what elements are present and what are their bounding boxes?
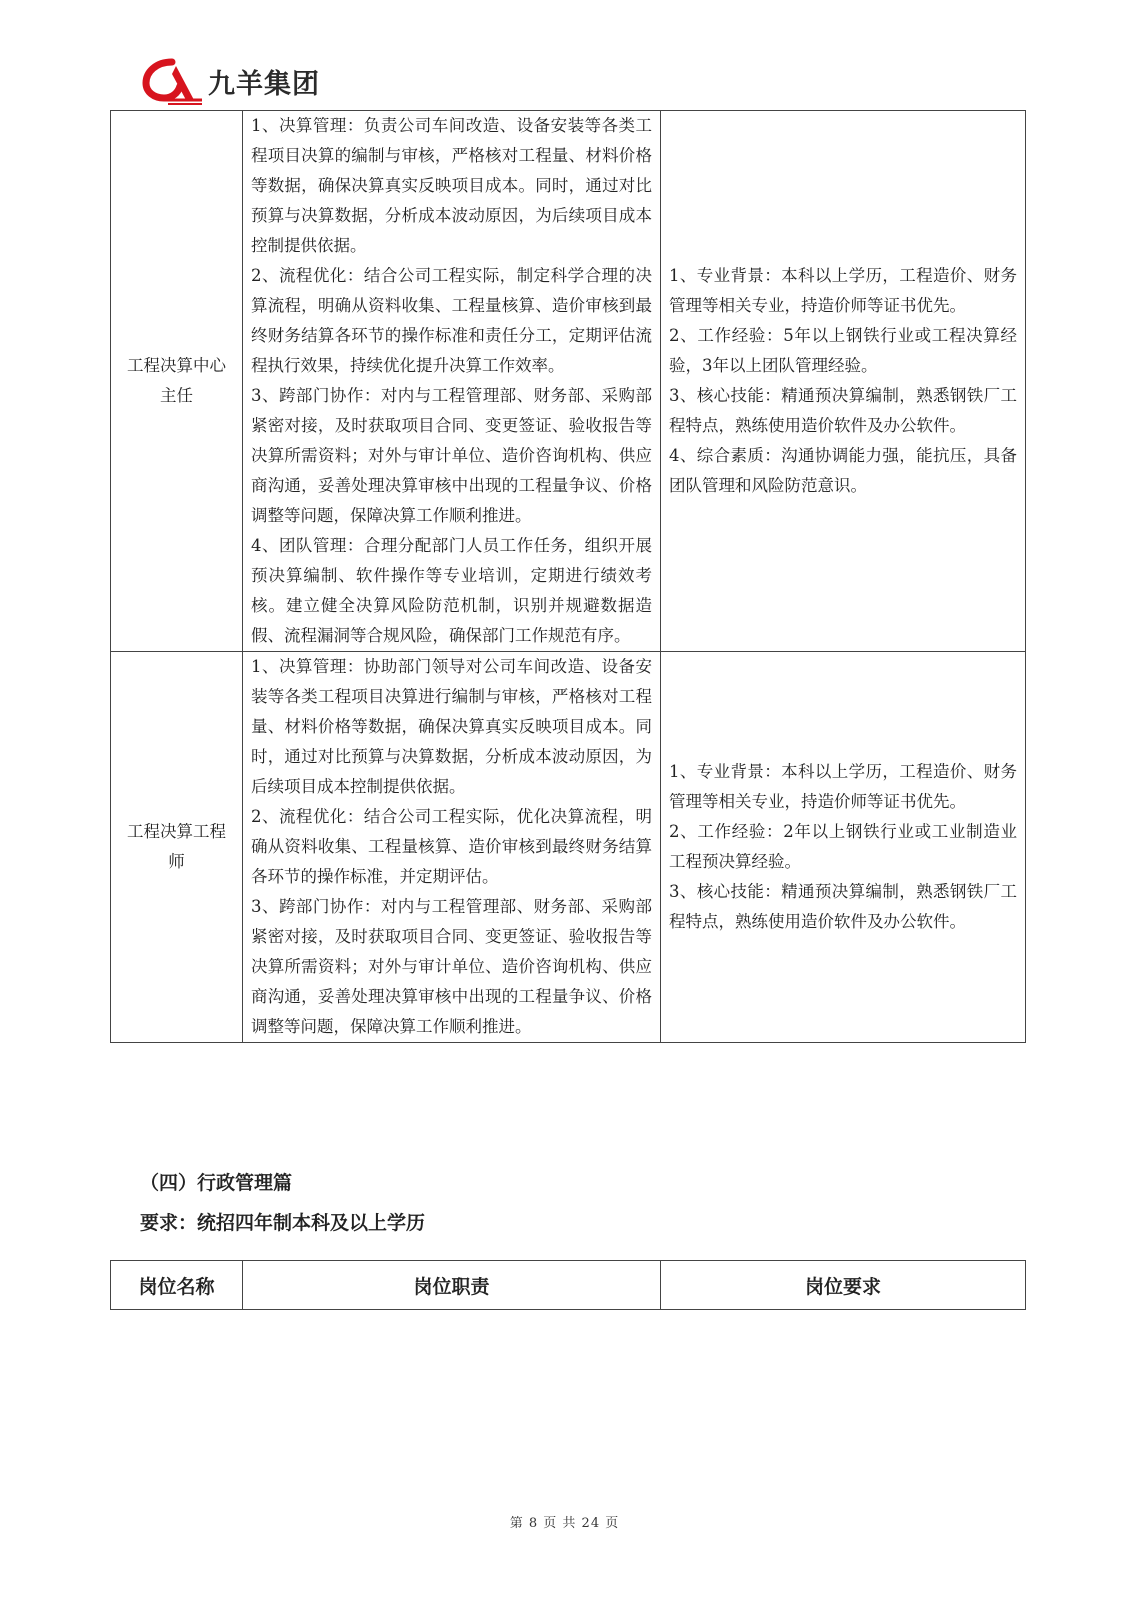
table-row bbox=[111, 652, 1026, 1043]
requirement-item: 4、综合素质：沟通协调能力强，能抗压，具备团队管理和风险防范意识。 bbox=[669, 446, 1017, 495]
duty-item: 4、团队管理：合理分配部门人员工作任务，组织开展预决算编制、软件操作等专业培训，定期进行绩效考核。建立健全决算风险防范机制，识别并规避数据造假、流程漏洞等合规风险，确保部门工作规范有序。 bbox=[251, 536, 652, 645]
column-header-position: 岗位名称 bbox=[111, 1261, 243, 1310]
job-requirements bbox=[661, 652, 1026, 1043]
requirement-item: 3、核心技能：精通预决算编制，熟悉钢铁厂工程特点，熟练使用造价软件及办公软件。 bbox=[669, 386, 1017, 435]
duty-item: 2、流程优化：结合公司工程实际，制定科学合理的决算流程，明确从资料收集、工程量核算、造价审核到最终财务结算各环节的操作标准和责任分工，定期评估流程执行效果，持续优化提升决算工作效率。 bbox=[251, 266, 652, 375]
column-header-requirements: 岗位要求 bbox=[661, 1261, 1026, 1310]
requirement-item: 1、专业背景：本科以上学历，工程造价、财务管理等相关专业，持造价师等证书优先。 bbox=[669, 762, 1017, 811]
job-title: 工程决算工程师 bbox=[111, 652, 243, 1043]
table-header-row bbox=[111, 1261, 1026, 1310]
job-title: 工程决算中心主任 bbox=[111, 111, 243, 652]
requirement-item: 3、核心技能：精通预决算编制，熟悉钢铁厂工程特点，熟练使用造价软件及办公软件。 bbox=[669, 882, 1017, 931]
duty-item: 3、跨部门协作：对内与工程管理部、财务部、采购部紧密对接，及时获取项目合同、变更签证、验收报告等决算所需资料；对外与审计单位、造价咨询机构、供应商沟通，妥善处理决算审核中出现的工程量争议、价格调整等问题，保障决算工作顺利推进。 bbox=[251, 386, 652, 525]
requirement-item: 2、工作经验：5年以上钢铁行业或工程决算经验，3年以上团队管理经验。 bbox=[669, 326, 1017, 375]
duty-item: 1、决算管理：协助部门领导对公司车间改造、设备安装等各类工程项目决算进行编制与审核，严格核对工程量、材料价格等数据，确保决算真实反映项目成本。同时，通过对比预算与决算数据，分析成本波动原因，为后续项目成本控制提供依据。 bbox=[251, 657, 652, 796]
page-number: 第 8 页 共 24 页 bbox=[509, 1516, 620, 1531]
requirement-item: 2、工作经验：2年以上钢铁行业或工业制造业工程预决算经验。 bbox=[669, 822, 1017, 871]
duty-item: 1、决算管理：负责公司车间改造、设备安装等各类工程项目决算的编制与审核，严格核对工程量、材料价格等数据，确保决算真实反映项目成本。同时，通过对比预算与决算数据，分析成本波动原因，为后续项目成本控制提供依据。 bbox=[251, 116, 652, 255]
job-table bbox=[110, 110, 1026, 1043]
admin-table-header bbox=[110, 1260, 1026, 1310]
page-header bbox=[138, 52, 993, 111]
duty-item: 3、跨部门协作：对内与工程管理部、财务部、采购部紧密对接，及时获取项目合同、变更签证、验收报告等决算所需资料；对外与审计单位、造价咨询机构、供应商沟通，妥善处理决算审核中出现的工程量争议、价格调整等问题，保障决算工作顺利推进。 bbox=[251, 897, 652, 1036]
job-requirements bbox=[661, 111, 1026, 652]
job-duties bbox=[243, 652, 661, 1043]
section-requirement: 要求：统招四年制本科及以上学历 bbox=[140, 1212, 426, 1234]
company-logo-text: 九羊集团 bbox=[208, 69, 320, 100]
requirement-item: 1、专业背景：本科以上学历，工程造价、财务管理等相关专业，持造价师等证书优先。 bbox=[669, 266, 1017, 315]
duty-item: 2、流程优化：结合公司工程实际，优化决算流程，明确从资料收集、工程量核算、造价审核到最终财务结算各环节的操作标准，并定期评估。 bbox=[251, 807, 652, 886]
table-row bbox=[111, 111, 1026, 652]
section-title: （四）行政管理篇 bbox=[140, 1172, 293, 1194]
job-duties bbox=[243, 111, 661, 652]
column-header-duties: 岗位职责 bbox=[243, 1261, 661, 1310]
company-logo-icon bbox=[142, 56, 206, 108]
